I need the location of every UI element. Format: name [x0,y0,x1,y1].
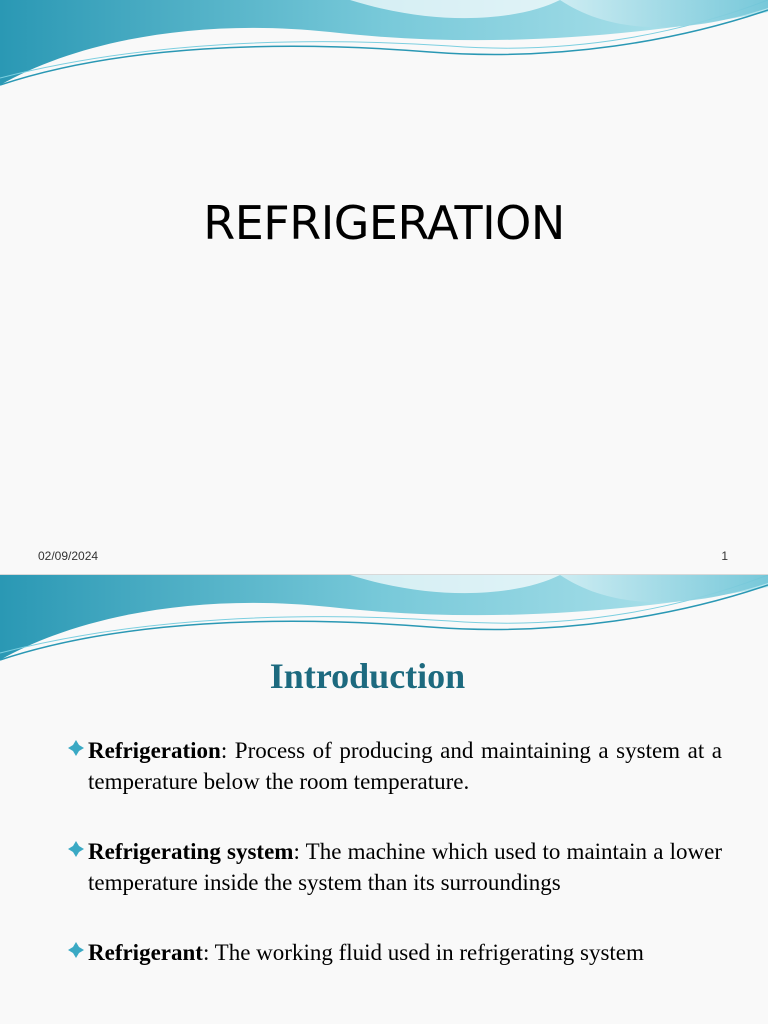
bullet-separator: : [293,839,300,864]
bullet-item [66,735,722,797]
diamond-bullet-icon [66,940,86,960]
bullet-text: The working fluid used in refrigerating system [209,940,644,965]
bullet-separator: : [220,738,228,763]
section-heading: Introduction [269,656,466,696]
diamond-bullet-icon [66,738,86,758]
slide-title: REFRIGERATION [203,196,565,250]
bullet-text: Process of producing and maintaining a system at a temperature below the room temperature. [88,738,722,794]
bullet-text: The machine which used to maintain a lower temperature inside the system than its surroundings [88,839,723,895]
bullet-item [66,836,722,898]
slide-page-number: 1 [721,549,728,563]
diamond-bullet-icon [66,839,86,859]
bullet-term: Refrigerant [88,940,203,965]
bullet-list [66,735,722,1007]
bullet-term: Refrigerating system [88,839,294,864]
wave-banner-icon [0,0,768,100]
slide-date: 02/09/2024 [38,549,99,563]
introduction-slide [0,575,768,1024]
bullet-term: Refrigeration [88,738,221,763]
bullet-separator: : [202,940,210,965]
bullet-item [66,937,722,968]
